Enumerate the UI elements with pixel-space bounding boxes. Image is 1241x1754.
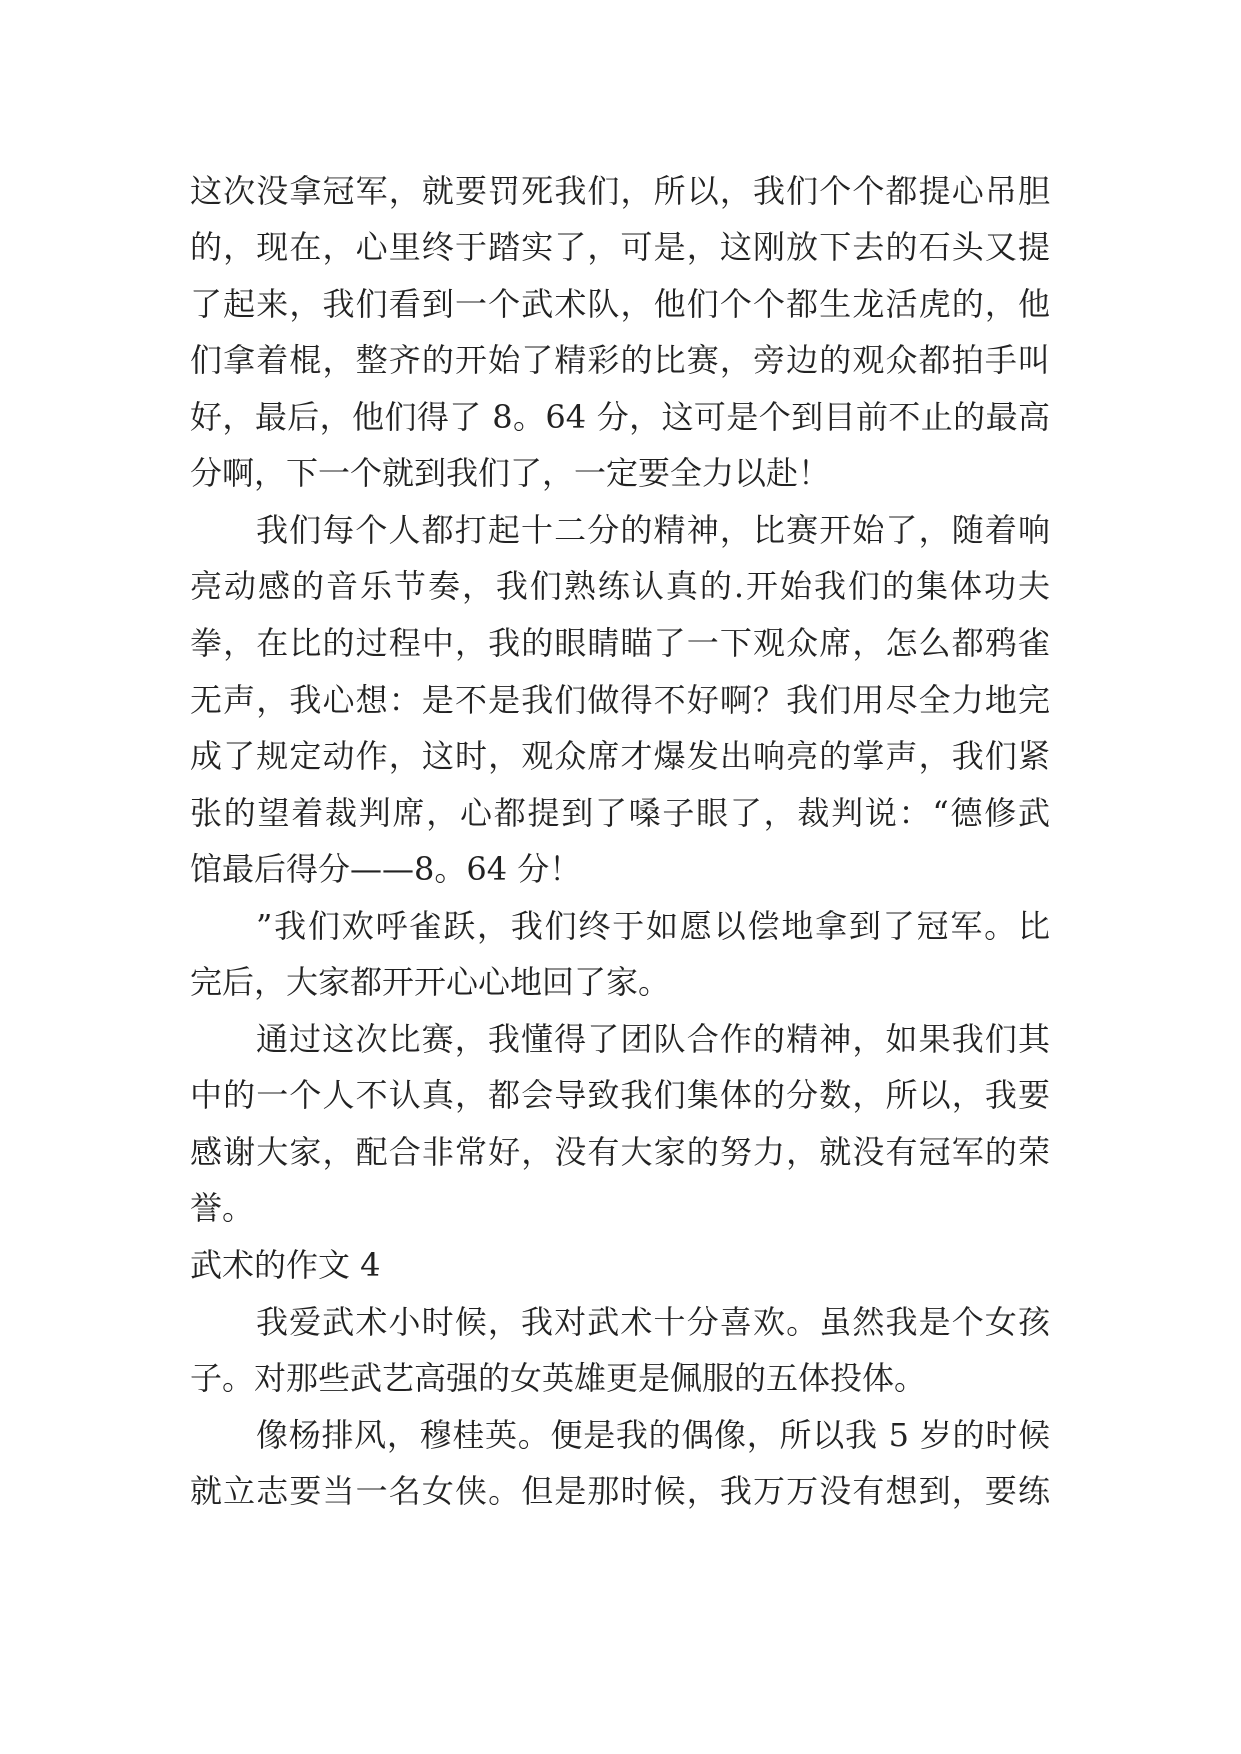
paragraph-start-line: 我们每个人都打起十二分的精神，比赛开始了，随着响 [256, 511, 1050, 549]
text-line-15: 完后，大家都开开心心地回了家。 [190, 963, 671, 1001]
text-line-9: 拳，在比的过程中，我的眼睛瞄了一下观众席，怎么都鸦雀 [190, 624, 1050, 662]
text-line-10: 无声，我心想：是不是我们做得不好啊？我们用尽全力地完 [190, 681, 1050, 719]
paragraph-start-line: 像杨排风，穆桂英。便是我的偶像，所以我 5 岁的时候 [256, 1416, 1050, 1454]
text-line-22: 子。对那些武艺高强的女英雄更是佩服的五体投体。 [190, 1359, 927, 1397]
text-line-17: 中的一个人不认真，都会导致我们集体的分数，所以，我要 [190, 1076, 1050, 1114]
text-line-24: 就立志要当一名女侠。但是那时候，我万万没有想到，要练 [190, 1472, 1050, 1510]
text-line-8: 亮动感的音乐节奏，我们熟练认真的.开始我们的集体功夫 [190, 567, 1050, 605]
text-line-18: 感谢大家，配合非常好，没有大家的努力，就没有冠军的荣 [190, 1133, 1050, 1171]
text-line-1: 这次没拿冠军，就要罚死我们，所以，我们个个都提心吊胆 [190, 172, 1050, 210]
text-line-12: 张的望着裁判席，心都提到了嗓子眼了，裁判说：“德修武 [190, 794, 1050, 832]
text-line-4: 们拿着棍，整齐的开始了精彩的比赛，旁边的观众都拍手叫 [190, 341, 1050, 379]
text-line-2: 的，现在，心里终于踏实了，可是，这刚放下去的石头又提 [190, 228, 1050, 266]
text-line-5: 好，最后，他们得了 8。64 分，这可是个到目前不止的最高 [190, 398, 1050, 436]
paragraph-start-line: 我爱武术小时候，我对武术十分喜欢。虽然我是个女孩 [256, 1303, 1050, 1341]
section-heading: 武术的作文 4 [190, 1246, 381, 1284]
text-line-3: 了起来，我们看到一个武术队，他们个个都生龙活虎的，他 [190, 285, 1050, 323]
text-line-6: 分啊，下一个就到我们了，一定要全力以赴！ [190, 454, 831, 492]
text-line-11: 成了规定动作，这时，观众席才爆发出响亮的掌声，我们紧 [190, 737, 1050, 775]
text-line-19: 誉。 [190, 1189, 255, 1227]
text-line-13: 馆最后得分——8。64 分！ [190, 850, 582, 888]
paragraph-start-line: 通过这次比赛，我懂得了团队合作的精神，如果我们其 [256, 1020, 1050, 1058]
paragraph-start-line: ”我们欢呼雀跃，我们终于如愿以偿地拿到了冠军。比 [256, 907, 1050, 945]
